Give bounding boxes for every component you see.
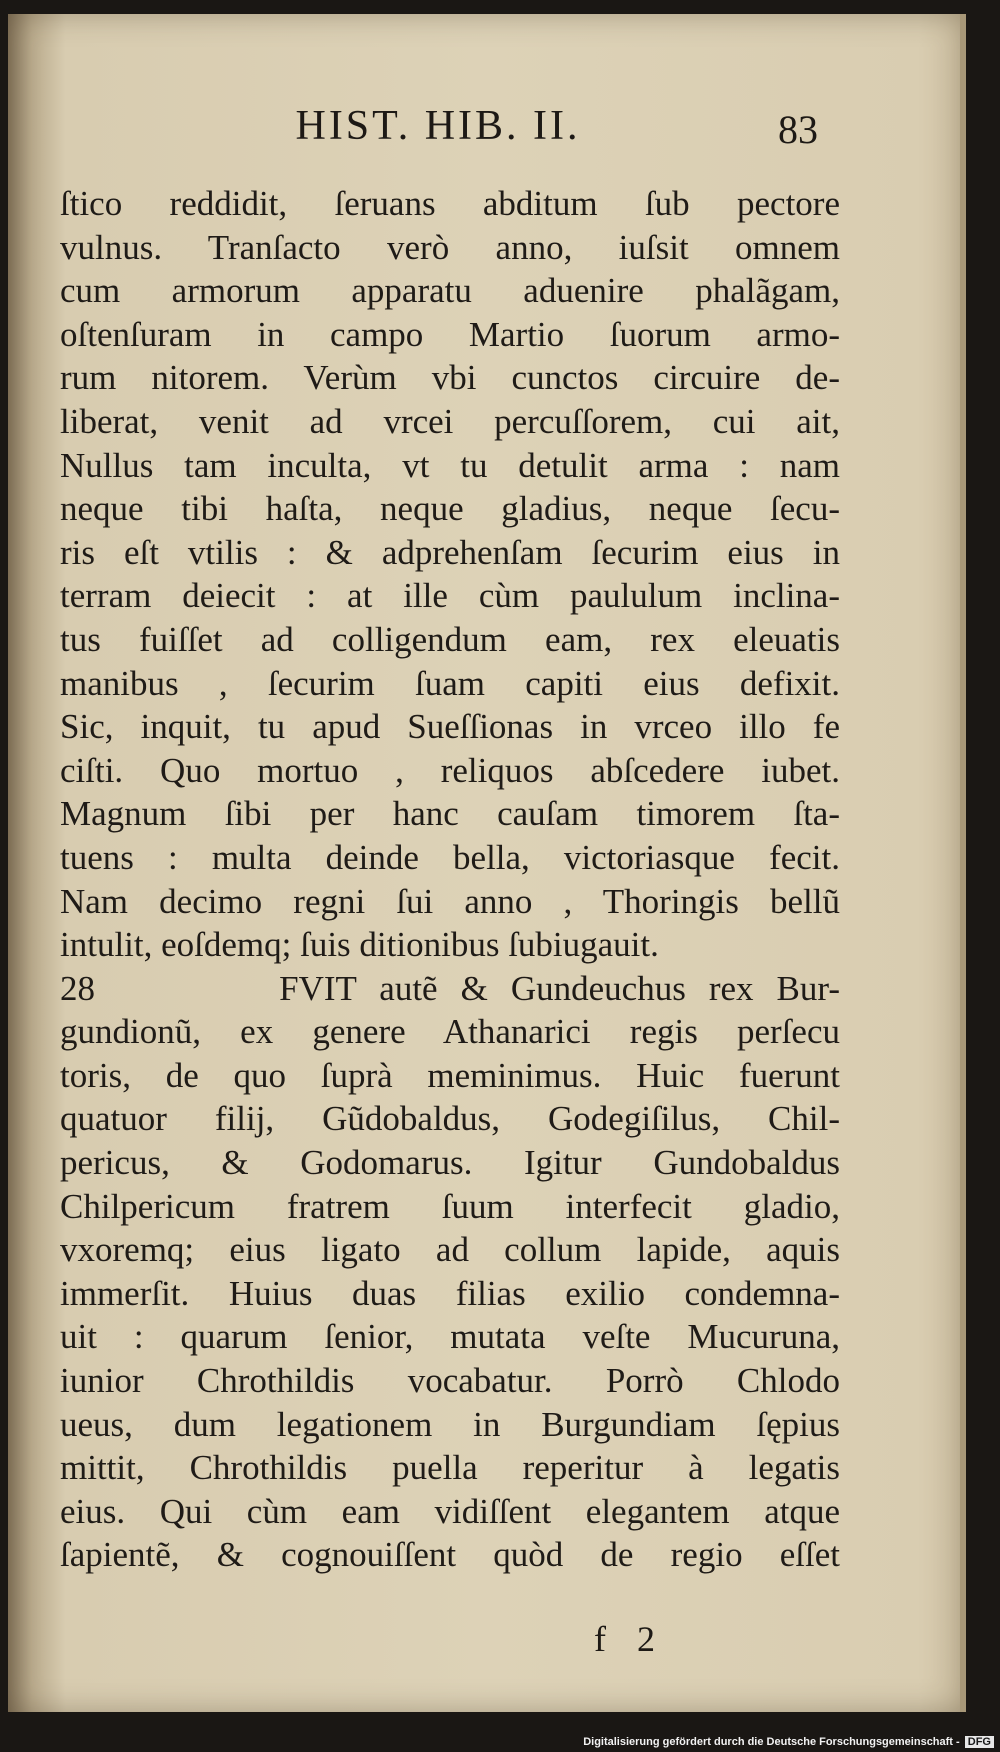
- text-line: neque tibi haſta, neque gladius, neque ſecu-: [60, 489, 840, 529]
- section-start-line: 28 FVIT autẽ & Gundeuchus rex Bur-: [60, 968, 840, 1008]
- page-number: 83: [778, 107, 818, 152]
- text-line: cum armorum apparatu aduenire phalãgam,: [60, 271, 840, 311]
- text-line: ris eſt vtilis : & adprehenſam ſecurim eius in: [60, 532, 840, 572]
- text-line: Nam decimo regni ſui anno , Thoringis bellũ: [60, 881, 840, 921]
- book-page: [8, 14, 966, 1712]
- text-line: vxoremq; eius ligato ad collum lapide, aquis: [60, 1230, 840, 1270]
- text-line: eius. Qui cùm eam vidiſſent elegantem atque: [60, 1491, 840, 1531]
- text-line: liberat, venit ad vrcei percuſſorem, cui ait,: [60, 401, 840, 441]
- text-line: iunior Chrothildis vocabatur. Porrò Chlodo: [60, 1361, 840, 1401]
- text-line: tus fuiſſet ad colligendum eam, rex eleuatis: [60, 619, 840, 659]
- signature-mark: f 2: [594, 1619, 655, 1659]
- text-line: Nullus tam inculta, vt tu detulit arma : nam: [60, 445, 840, 485]
- text-line: ciſti. Quo mortuo , reliquos abſcedere iubet.: [60, 750, 840, 790]
- text-line: rum nitorem. Verùm vbi cunctos circuire de-: [60, 358, 840, 398]
- text-line: terram deiecit : at ille cùm paululum inclina-: [60, 576, 840, 616]
- text-line: ueus, dum legationem in Burgundiam ſępius: [60, 1404, 840, 1444]
- credit-text: Digitalisierung gefördert durch die Deutsche Forschungsgemeinschaft -: [583, 1736, 960, 1748]
- body-text: [60, 182, 840, 1577]
- dfg-logo: DFG: [965, 1736, 994, 1748]
- text-line: oſtenſuram in campo Martio ſuorum armo-: [60, 314, 840, 354]
- text-line: ſapientẽ, & cognouiſſent quòd de regio eſſet: [60, 1535, 840, 1575]
- digitization-credit: [583, 1736, 994, 1748]
- text-line: gundionũ, ex genere Athanarici regis perſecu: [60, 1012, 840, 1052]
- text-line: pericus, & Godomarus. Igitur Gundobaldus: [60, 1143, 840, 1183]
- running-title: HIST. HIB. II.: [295, 103, 581, 149]
- text-line: manibus , ſecurim ſuam capiti eius defixit.: [60, 663, 840, 703]
- text-line: tuens : multa deinde bella, victoriasque fecit.: [60, 837, 840, 877]
- text-line: toris, de quo ſuprà meminimus. Huic fuerunt: [60, 1055, 840, 1095]
- text-line: immerſit. Huius duas filias exilio condemna-: [60, 1273, 840, 1313]
- page-edge: [960, 14, 966, 1712]
- text-line: mittit, Chrothildis puella reperitur à legatis: [60, 1448, 840, 1488]
- text-line: ſtico reddidit, ſeruans abditum ſub pectore: [60, 184, 840, 223]
- text-line: quatuor filij, Gũdobaldus, Godegiſilus, Chil-: [60, 1099, 840, 1139]
- text-line: Magnum ſibi per hanc cauſam timorem ſta-: [60, 794, 840, 834]
- text-line: vulnus. Tranſacto verò anno, iuſsit omnem: [60, 227, 840, 267]
- text-line: Sic, inquit, tu apud Sueſſionas in vrceo illo fe: [60, 707, 840, 747]
- text-line: Chilpericum fratrem ſuum interfecit gladio,: [60, 1186, 840, 1226]
- text-line: uit : quarum ſenior, mutata veſte Mucuruna,: [60, 1317, 840, 1357]
- text-line: intulit, eoſdemq; ſuis ditionibus ſubiugauit.: [60, 925, 659, 965]
